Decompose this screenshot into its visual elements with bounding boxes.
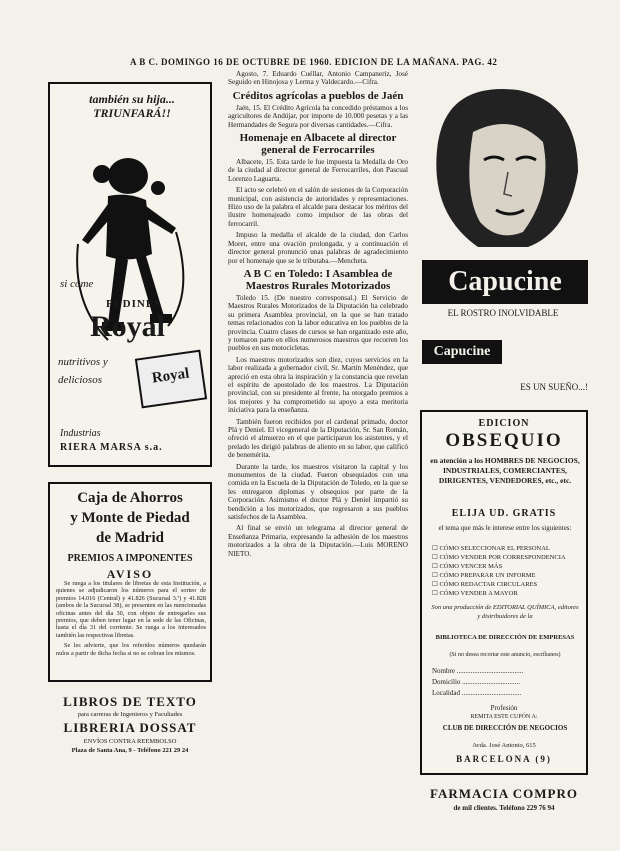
form-note: (Si no desea recortar este anuncio, escríbanos)	[449, 652, 561, 658]
option-item[interactable]	[432, 562, 582, 571]
field-label: Nombre	[432, 667, 455, 675]
option-label: CÓMO VENDER POR CORRESPONDENCIA	[439, 554, 566, 561]
paragraph-toledo-1: Toledo 15. (De nuestro corresponsal.) El Servicio de Maestros Rurales Motorizados de la Diputación ha celebrado su primera Asamblea provincial, en la que se han tratado temas relacionados con la labor educativa en los pueblos de la provincia. Cuatro clases de cursos se han organizado este año, y tomaron parte en ellos numerosos maestros que recorren los pueblos en sus motocicletas.	[228, 293, 408, 353]
form-field-row[interactable]: Domicilio .................................	[432, 678, 520, 686]
elija-label: ELIJA UD. GRATIS	[451, 508, 557, 519]
remit-label: REMITA ESTE CUPÓN A:	[470, 714, 538, 720]
paragraph-toledo-2: Los maestros motorizados son diez, cuyos servicios en la labor realizada a gobernador civil, Sr. Martín Menéndez, que apreció en esta obra la inspiración y la constancia que revelan el espíritu de apostolado de los maestros. La Diputación provincial, con su presidente al frente, ha otorgado premios a los mejores y ha comprometido su apoyo a esta meritoria iniciativa para la enseñanza.	[228, 355, 408, 415]
series-title: BIBLIOTECA DE DIRECCIÓN DE EMPRESAS	[435, 634, 575, 641]
dossat-line3: LIBRERIA DOSSAT	[63, 720, 197, 735]
royal-brand: Royal	[90, 310, 165, 343]
option-label: CÓMO VENCER MÁS	[439, 563, 503, 570]
obsequio-intro: en atención a los HOMBRES DE NEGOCIOS, INDUSTRIALES, COMERCIANTES, DIRIGENTES, VENDEDORES, etc., etc.	[430, 456, 580, 485]
company-name: RIERA MARSA s.a.	[60, 442, 163, 453]
royal-ad	[48, 82, 212, 467]
club-name: CLUB DE DIRECCIÓN DE NEGOCIOS	[442, 724, 568, 732]
option-label: CÓMO REDACTAR CIRCULARES	[439, 581, 538, 588]
si-come: si come	[60, 278, 94, 290]
article-intro: Agosto, 7. Eduardo Cuéllar, Antonio Campaneriz, José Seguido en Hinojosa y Lerma y Valdecardo.—Cifra.	[228, 70, 408, 87]
checkbox-icon[interactable]: ☐	[432, 581, 440, 588]
form-fields	[432, 666, 582, 699]
option-item[interactable]	[432, 553, 582, 562]
option-item[interactable]	[432, 589, 582, 598]
checkbox-icon[interactable]: ☐	[432, 563, 440, 570]
edicion-label: EDICION	[478, 418, 530, 429]
profesion-label: Profesión	[490, 704, 518, 712]
capucine-slogan: EL ROSTRO INOLVIDABLE	[447, 308, 559, 318]
dossat-line1: LIBROS DE TEXTO	[63, 694, 197, 709]
caja-body-text: Se ruega a los titulares de libretas de esta Institución, a quienes se adjudicaron los números para el sorteo de premios 14.016 (Central) y 41.826 (Sucursal 3.ª) y 41.828 (ambos de la Sucursal 38), se presenten en las mencionadas oficinas antes del día 30, con objeto de entregarles sus premios, que deben tener lugar en la sede de las Oficinas, hasta el día 31 del corriente. Se ruega a los interesados también las respectivas libretas.	[56, 580, 206, 639]
aviso-label: AVISO	[106, 567, 154, 581]
option-label: CÓMO PREPARAR UN INFORME	[439, 572, 536, 579]
checkbox-icon[interactable]: ☐	[432, 590, 440, 597]
paragraph-toledo-4: Durante la tarde, los maestros visitaron la capital y los monumentos de la ciudad. Fueron obsequiados con una comida en la Escuela de la Diputación de Toledo, en la que se les entregaron diplomas y obsequios por parte de la Corporación. Asimismo el doctor Plá y Deniel impartió su bendición a los motorizados, que regresaron a sus pueblos satisfechos de la Asamblea.	[228, 462, 408, 522]
tagline-2: deliciosos	[58, 374, 102, 386]
page-header: A B C. DOMINGO 16 DE OCTUBRE DE 1960. EDICION DE LA MAÑANA. PAG. 42	[130, 57, 498, 67]
paragraph-toledo-5: Al final se envió un telegrama al director general de Enseñanza Primaria, expresando la adhesión de los maestros motorizados a la obra de la Diputación.—Luis MORENO NIETO.	[228, 524, 408, 558]
club-city: BARCELONA (9)	[456, 754, 552, 764]
dossat-line4: ENVÍOS CONTRA REEMBOLSO	[83, 738, 177, 745]
publisher-note: Son una producción de EDITORIAL QUÍMICA, editores y distribuidores de la	[431, 604, 579, 620]
farmacia-detail: de mil clientes. Teléfono 229 76 94	[453, 804, 555, 812]
obsequio-title: OBSEQUIO	[445, 430, 563, 451]
royal-slogan: también su hija... TRIUNFARÁ!!	[89, 92, 175, 120]
option-label: CÓMO SELECCIONAR EL PERSONAL	[439, 545, 550, 552]
article-column	[228, 70, 408, 840]
caja-body	[56, 580, 206, 660]
caja-title-1: Caja de Ahorros	[77, 490, 183, 506]
royal-box	[135, 350, 207, 409]
option-item[interactable]	[432, 571, 582, 580]
field-label: Domicilio	[432, 678, 461, 686]
option-item[interactable]	[432, 544, 582, 553]
capucine-ad	[418, 82, 588, 412]
capucine-small-box	[422, 340, 502, 364]
paragraph-toledo-3: También fueron recibidos por el cardenal primado, doctor Plá y Deniel. El vicegeneral de la Diputación, Sr. San Román, ofreció el almuerzo en el que participaron los asistentes, y el prelado les dirigió palabras de aliento en su labor, que calificó de benemérita.	[228, 417, 408, 460]
form-field-row[interactable]: Localidad ..................................	[432, 689, 522, 697]
dossat-line5: Plaza de Santa Ana, 9 - Teléfono 221 29 24	[71, 747, 189, 754]
capucine-small-brand: Capucine	[433, 344, 491, 359]
option-item[interactable]	[432, 580, 582, 589]
obsequio-ad	[420, 410, 588, 775]
headline-toledo: A B C en Toledo: I Asamblea de Maestros Rurales Motorizados	[243, 267, 393, 292]
capucine-dream: ES UN SUEÑO...!	[520, 382, 588, 392]
field-label: Localidad	[432, 689, 460, 697]
checkbox-icon[interactable]: ☐	[432, 545, 440, 552]
pudines-label: PUDINES	[106, 298, 162, 310]
premios-label: PREMIOS A IMPONENTES	[67, 553, 193, 564]
caja-ahorros-ad	[48, 482, 212, 682]
headline-albacete: Homenaje en Albacete al director general de Ferrocarriles	[239, 132, 397, 157]
checkbox-icon[interactable]: ☐	[432, 554, 440, 561]
option-label: CÓMO VENDER A MAYOR	[439, 590, 518, 597]
checkbox-icon[interactable]: ☐	[432, 572, 440, 579]
tagline-1: nutritivos y	[58, 356, 108, 368]
capucine-brand: Capucine	[448, 266, 562, 297]
caja-closing-text: Se les advierte, que los referidos números quedarán nulos a partir de dicha fecha si no se cobran los mismos.	[56, 642, 206, 657]
paragraph-albacete-3: Impuso la medalla el alcalde de la ciudad, don Carlos Moret, entre una ovación prolongada, y a continuación el director general pronunció unas palabras de agradecimiento por el homenaje que se le tributaba.—Mencheta.	[228, 231, 408, 265]
paragraph-albacete-1: Albacete, 15. Esta tarde le fue impuesta la Medalla de Oro de la ciudad al director general de Ferrocarriles, don Pascual Lorenzo Laguarta.	[228, 158, 408, 183]
obsequio-options	[432, 544, 582, 598]
capucine-logo-box	[422, 260, 588, 304]
farmacia-title: FARMACIA COMPRO	[430, 786, 578, 801]
club-address: Avda. José Antonio, 615	[472, 742, 536, 749]
obsequio-subtitle: el tema que más le interese entre los siguientes:	[438, 524, 572, 532]
paragraph-albacete-2: El acto se celebró en el salón de sesiones de la Corporación municipal, con asistencia de autoridades y representaciones. Hizo uso de la palabra el alcalde para destacar los méritos del ilustre homenajeado como impulsor de las obras del ferrocarril.	[228, 186, 408, 228]
dossat-ad	[48, 694, 212, 754]
form-field-row[interactable]: Nombre ......................................	[432, 667, 524, 675]
woman-portrait	[418, 82, 588, 252]
paragraph-jaen: Jaén, 15. El Crédito Agrícola ha concedido préstamos a los agricultores de Andújar, por importe de 10.000 pesetas y a las Hermandades de Segura por diversas cantidades.—Cifra.	[228, 103, 408, 129]
headline-jaen: Créditos agrícolas a pueblos de Jaén	[232, 89, 404, 102]
caja-title-2: y Monte de Piedad	[70, 510, 190, 526]
royal-box-label: Royal	[150, 365, 191, 387]
caja-title-3: de Madrid	[96, 530, 164, 546]
dossat-line2: para carreras de Ingenieros y Facultades	[77, 711, 183, 718]
farmacia-ad	[420, 786, 588, 812]
industrias-label: Industrias	[60, 428, 101, 439]
